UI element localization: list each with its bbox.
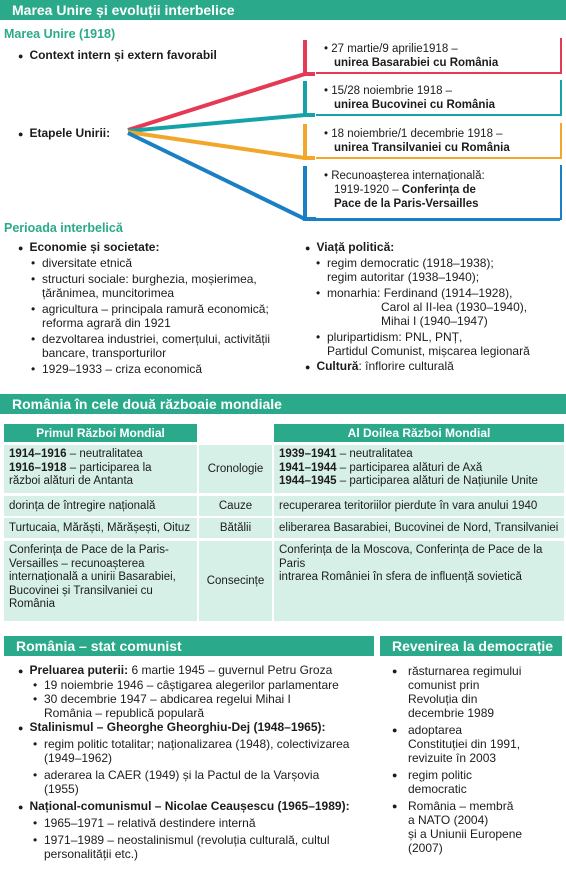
list-item: • structuri sociale: burghezia, moșierimea, <box>30 272 298 286</box>
section-header-democratie: Revenirea la democrație <box>380 636 562 656</box>
list-item-cont: reforma agrară din 1921 <box>42 316 171 330</box>
label-cronologie: Cronologie <box>199 445 272 493</box>
list-item-cont: bancare, transporturilor <box>42 346 167 360</box>
national-comunismul: ● Național-comunismul – Nicolae Ceaușescu (1965–1989): <box>18 799 350 813</box>
list-item-cont: (1955) <box>44 782 79 796</box>
ww1-batalii: Turtucaia, Mărăști, Mărășești, Oituz <box>4 518 197 538</box>
subheading-interbelica: Perioada interbelică <box>4 221 123 235</box>
comunist-block <box>18 663 376 861</box>
list-item: • regim democratic (1918–1938); <box>315 256 563 270</box>
list-item: • aderarea la CAER (1949) și la Pactul de la Varșovia <box>32 768 376 782</box>
list-item: • agricultura – principala ramură economică; <box>30 302 298 316</box>
list-item-cont: Carol al II-lea (1930–1940), <box>381 300 528 314</box>
bullet-etape: ● Etapele Unirii: <box>18 126 111 140</box>
ww1-cauze: dorința de întregire națională <box>4 496 197 516</box>
ww1-consecinte: Conferința de Pace de la Paris- Versailles – recunoașterea internațională a unirii Basarabiei, Bucovinei și Transilvaniei cu România <box>4 541 197 621</box>
label-cauze: Cauze <box>199 496 272 516</box>
list-item: ● răsturnarea regimului comunist prin Revoluția din decembrie 1989 <box>392 664 562 720</box>
list-item: • 30 decembrie 1947 – abdicarea regelui Mihai I <box>32 692 376 706</box>
section-header-comunist: România – stat comunist <box>4 636 374 656</box>
list-item: • dezvoltarea industriei, comerțului, activității <box>30 332 298 346</box>
section-header-razboaie: România în cele două războaie mondiale <box>0 394 566 414</box>
list-item-cont: (1949–1962) <box>44 751 113 765</box>
label-consecinte: Consecințe <box>199 541 272 621</box>
list-item-cont: Mihai I (1940–1947) <box>381 314 488 328</box>
list-item-cont: personalității etc.) <box>44 847 139 861</box>
ww2-cauze: recuperarea teritoriilor pierdute în vara anului 1940 <box>274 496 564 516</box>
list-item-cont: România – republică populară <box>44 706 205 720</box>
stalinismul: ● Stalinismul – Gheorghe Gheorghiu-Dej (1948–1965): <box>18 720 326 734</box>
ww2-cronologie: 1939–1941 – neutralitatea 1941–1944 – participarea alături de Axă 1944–1945 – participarea alături de Națiunile Unite <box>274 445 564 493</box>
list-item-cont: Partidul Comunist, mișcarea legionară <box>327 344 530 358</box>
etapa-box-bucovina: • 15/28 noiembrie 1918 – unirea Bucovinei cu România <box>316 80 562 116</box>
economie-heading: ● Economie și societate: <box>18 240 160 254</box>
list-item: • diversitate etnică <box>30 256 298 270</box>
politica-heading: ● Viață politică: <box>305 240 395 254</box>
ww1-cronologie: 1914–1916 – neutralitatea 1916–1918 – participarea la război alături de Antanta <box>4 445 197 493</box>
list-item: • monarhia: Ferdinand (1914–1928), <box>315 286 563 300</box>
etapa-box-recunoastere: • Recunoașterea internațională: 1919-1920 – Conferința de Pace de la Paris-Versailles <box>316 165 562 220</box>
bullet-context: ● Context intern și extern favorabil <box>18 48 217 62</box>
ww2-batalii: eliberarea Basarabiei, Bucovinei de Nord, Transilvaniei <box>274 518 564 538</box>
label-batalii: Bătălii <box>199 518 272 538</box>
list-item-cont: regim autoritar (1938–1940); <box>327 270 480 284</box>
list-item-cont: țărănimea, muncitorimea <box>42 286 175 300</box>
ww2-consecinte: Conferința de la Moscova, Conferința de Pace de la Paris intrarea României în sfera de influență sovietică <box>274 541 564 621</box>
etapa-box-basarabia: • 27 martie/9 aprilie1918 – unirea Basarabiei cu România <box>316 38 562 74</box>
subheading-marea-unire: Marea Unire (1918) <box>4 27 116 41</box>
cultura-line: ● Cultură: înflorire culturală <box>305 359 454 373</box>
politica-block <box>305 240 563 374</box>
list-item: • 1929–1933 – criza economică <box>30 362 298 376</box>
list-item: ● adoptarea Constituției din 1991, revizuite în 2003 <box>392 723 562 765</box>
etapa-box-transilvania: • 18 noiembrie/1 decembrie 1918 – unirea Transilvaniei cu România <box>316 123 562 159</box>
section-header-unire: Marea Unire și evoluții interbelice <box>0 0 566 20</box>
list-item: • regim politic totalitar; naționalizarea (1948), colectivizarea <box>32 737 376 751</box>
economie-block <box>18 240 298 376</box>
list-item: • 19 noiembrie 1946 – câștigarea alegerilor parlamentare <box>32 678 376 692</box>
democratie-block <box>392 664 562 855</box>
list-item: ● România – membră a NATO (2004) și a Uniunii Europene (2007) <box>392 799 562 855</box>
preluarea-puterii: ● Preluarea puterii: 6 martie 1945 – guvernul Petru Groza <box>18 663 333 677</box>
ww2-header: Al Doilea Război Mondial <box>274 424 564 442</box>
ww1-header: Primul Război Mondial <box>4 424 197 442</box>
list-item: ● regim politic democratic <box>392 768 562 796</box>
list-item: • 1965–1971 – relativă destindere internă <box>32 816 376 830</box>
list-item: • pluripartidism: PNL, PNȚ, <box>315 330 563 344</box>
list-item: • 1971–1989 – neostalinismul (revoluția culturală, cultul <box>32 833 376 847</box>
